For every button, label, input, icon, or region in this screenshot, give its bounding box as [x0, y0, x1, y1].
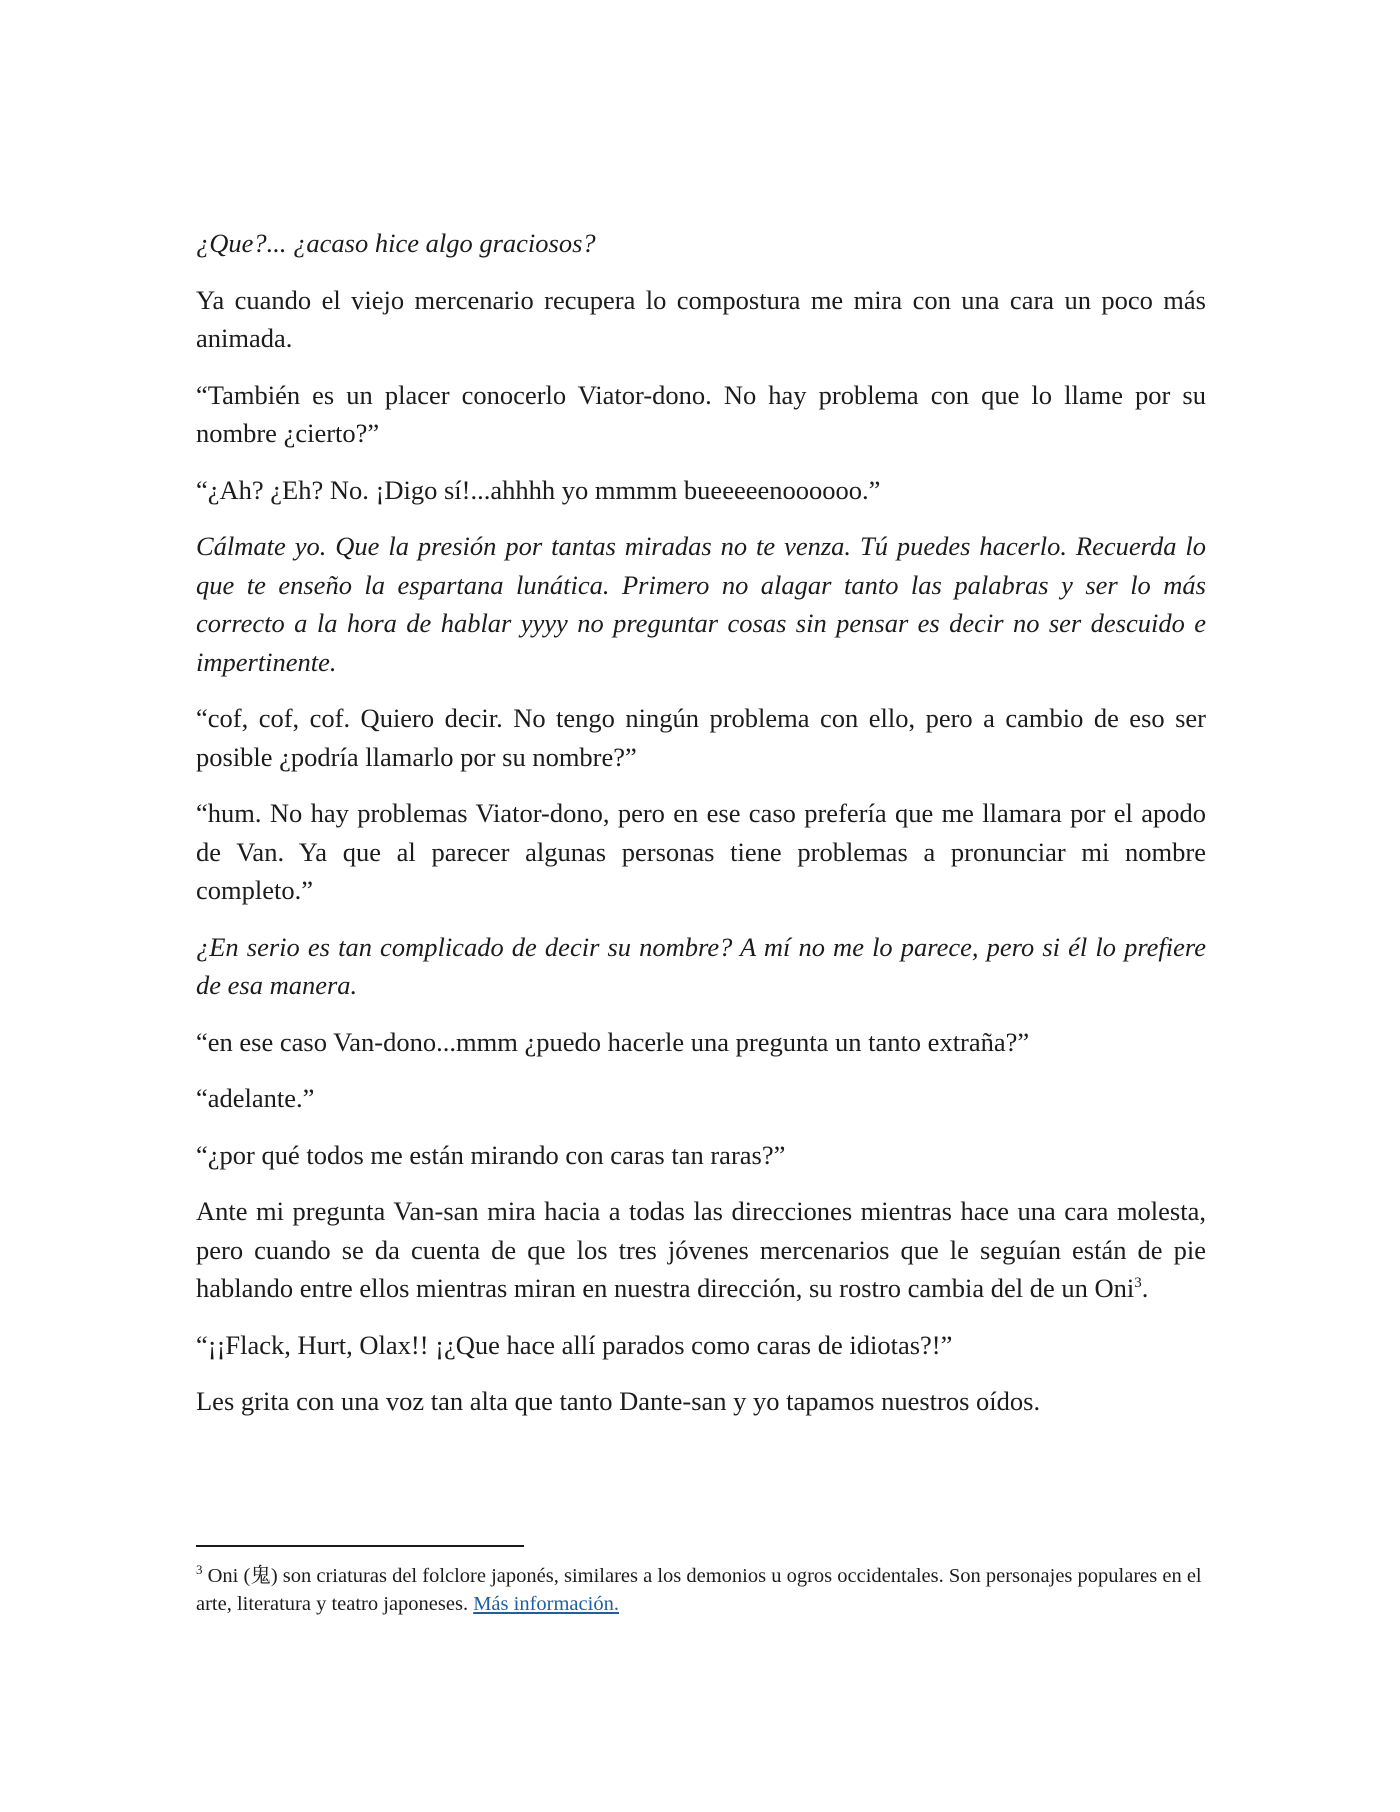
- paragraph-thought: ¿Que?... ¿acaso hice algo graciosos?: [196, 228, 596, 258]
- footnote: [196, 1562, 1206, 1618]
- footnote-number: 3: [196, 1562, 203, 1578]
- paragraph-dialogue: “¿por qué todos me están mirando con caras tan raras?”: [196, 1139, 786, 1170]
- paragraph-thought: ¿En serio es tan complicado de decir su nombre? A mí no me lo parece, pero si él lo prefiere de esa manera.: [196, 931, 1206, 1000]
- paragraph-thought: Cálmate yo. Que la presión por tantas miradas no te venza. Tú puedes hacerlo. Recuerda lo que te enseño la espartana lunática. Primero no alagar tanto las palabras y ser lo más correcto a la hora de hablar yyyy no preguntar cosas sin pensar es decir no ser descuido e impertinente.: [196, 531, 1206, 677]
- paragraph-narration-with-footnote: [196, 1192, 1206, 1308]
- paragraph-dialogue: “cof, cof, cof. Quiero decir. No tengo ningún problema con ello, pero a cambio de eso ser posible ¿podría llamarlo por su nombre?”: [196, 703, 1206, 772]
- paragraph-dialogue: “También es un placer conocerlo Viator-dono. No hay problema con que lo llame por su nombre ¿cierto?”: [196, 379, 1206, 448]
- paragraph-narration: Ya cuando el viejo mercenario recupera lo compostura me mira con una cara un poco más animada.: [196, 284, 1206, 353]
- paragraph-text: Ante mi pregunta Van-san mira hacia a todas las direcciones mientras hace una cara molesta, pero cuando se da cuenta de que los tres jóvenes mercenarios que le seguían están de pie hablando entre ellos mientras miran en nuestra dirección, su rostro cambia del de un Oni: [196, 1196, 1206, 1303]
- more-info-link[interactable]: Más información.: [473, 1593, 619, 1615]
- body-text: [196, 224, 1206, 1439]
- paragraph-dialogue: “adelante.”: [196, 1083, 315, 1113]
- paragraph-dialogue: “hum. No hay problemas Viator-dono, pero en ese caso prefería que me llamara por el apodo de Van. Ya que al parecer algunas personas tiene problemas a pronunciar mi nombre completo.”: [196, 798, 1206, 905]
- footnote-separator: [196, 1545, 524, 1547]
- paragraph-dialogue: “¿Ah? ¿Eh? No. ¡Digo sí!...ahhhh yo mmmm bueeeeenoooooo.”: [196, 474, 881, 505]
- paragraph-tail: .: [1141, 1273, 1149, 1303]
- footnote-text: Oni (鬼) son criaturas del folclore japonés, similares a los demonios u ogros occidentales. Son personajes populares en el arte, literatura y teatro japoneses.: [196, 1565, 1202, 1615]
- footnote-reference[interactable]: 3: [1134, 1275, 1142, 1292]
- paragraph-dialogue: “¡¡Flack, Hurt, Olax!! ¡¿Que hace allí parados como caras de idiotas?!”: [196, 1329, 953, 1360]
- paragraph-dialogue: “en ese caso Van-dono...mmm ¿puedo hacerle una pregunta un tanto extraña?”: [196, 1026, 1030, 1057]
- paragraph-narration: Les grita con una voz tan alta que tanto Dante-san y yo tapamos nuestros oídos.: [196, 1386, 1041, 1416]
